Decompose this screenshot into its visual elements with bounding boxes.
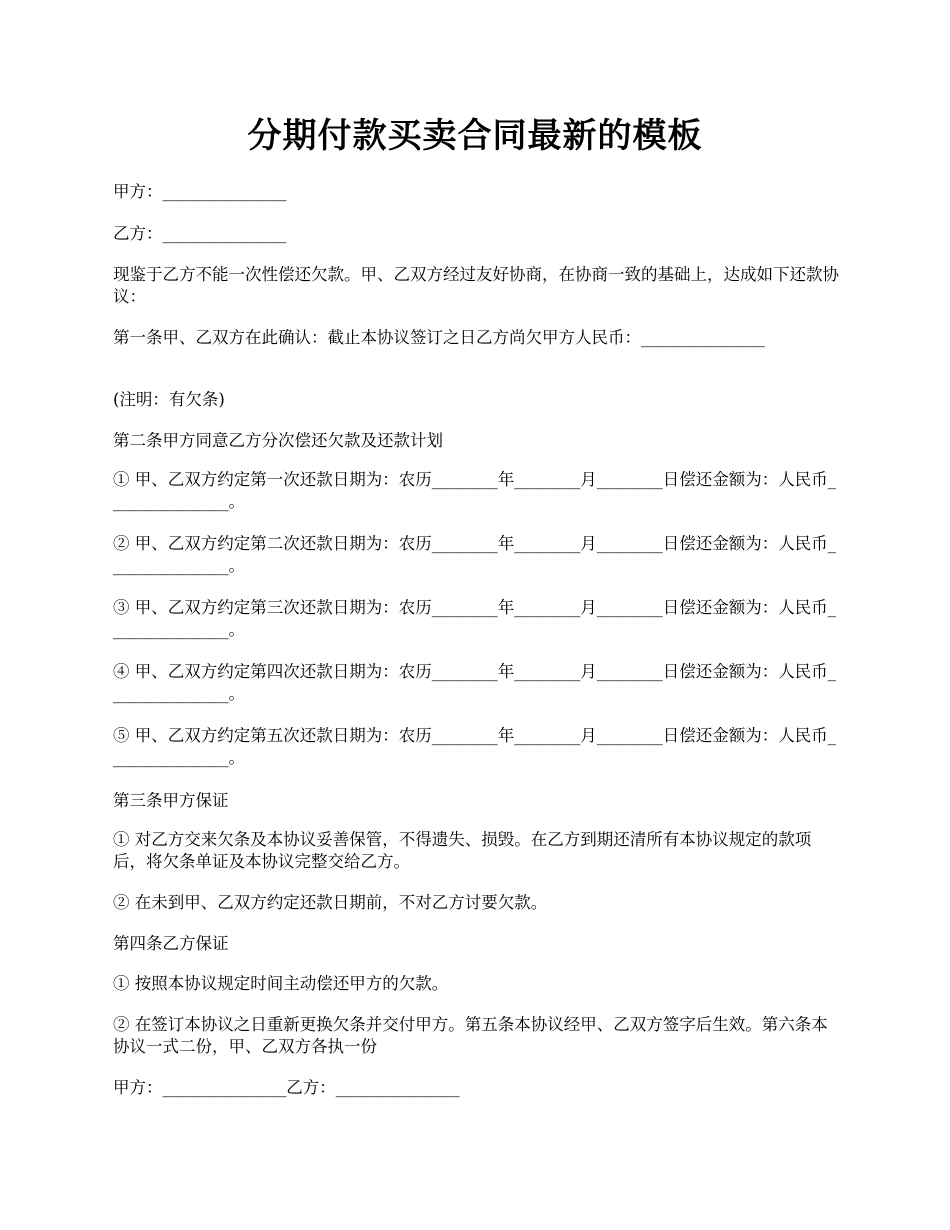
iou-note: (注明：有欠条) <box>113 390 225 409</box>
document-title: 分期付款买卖合同最新的模板 <box>247 116 703 156</box>
article-1-paragraph: 第一条甲、乙双方在此确认：截止本协议签订之日乙方尚欠甲方人民币：_______________ <box>113 328 765 347</box>
article-4-heading: 第四条乙方保证 <box>113 934 229 953</box>
article-3-heading: 第三条甲方保证 <box>113 791 229 810</box>
preamble-paragraph: 现鉴于乙方不能一次性偿还欠款。甲、乙双方经过友好协商，在协商一致的基础上，达成如下还款协议： <box>113 265 839 306</box>
party-b-line: 乙方：_______________ <box>113 224 287 243</box>
installment-3-paragraph: ③ 甲、乙双方约定第三次还款日期为：农历________年________月________日偿还金额为：人民币_______________。 <box>113 598 836 639</box>
installment-1-paragraph: ① 甲、乙双方约定第一次还款日期为：农历________年________月________日偿还金额为：人民币_______________。 <box>113 470 836 511</box>
party-a-line: 甲方：_______________ <box>113 182 287 201</box>
article-4-item-1: ① 按照本协议规定时间主动偿还甲方的欠款。 <box>113 974 449 993</box>
article-2-heading: 第二条甲方同意乙方分次偿还欠款及还款计划 <box>113 431 443 450</box>
installment-2-paragraph: ② 甲、乙双方约定第二次还款日期为：农历________年________月________日偿还金额为：人民币_______________。 <box>113 534 836 575</box>
article-4-item-2: ② 在签订本协议之日重新更换欠条并交付甲方。第五条本协议经甲、乙双方签字后生效。第六条本协议一式二份，甲、乙双方各执一份 <box>113 1015 828 1056</box>
installment-4-paragraph: ④ 甲、乙双方约定第四次还款日期为：农历________年________月________日偿还金额为：人民币_______________。 <box>113 662 836 703</box>
article-3-item-1: ① 对乙方交来欠条及本协议妥善保管，不得遗失、损毁。在乙方到期还清所有本协议规定的款项后，将欠条单证及本协议完整交给乙方。 <box>113 830 812 871</box>
installment-5-paragraph: ⑤ 甲、乙双方约定第五次还款日期为：农历________年________月________日偿还金额为：人民币_______________。 <box>113 726 836 767</box>
article-3-item-2: ② 在未到甲、乙双方约定还款日期前，不对乙方讨要欠款。 <box>113 893 548 912</box>
signature-line: 甲方：_______________乙方：_______________ <box>113 1078 460 1097</box>
